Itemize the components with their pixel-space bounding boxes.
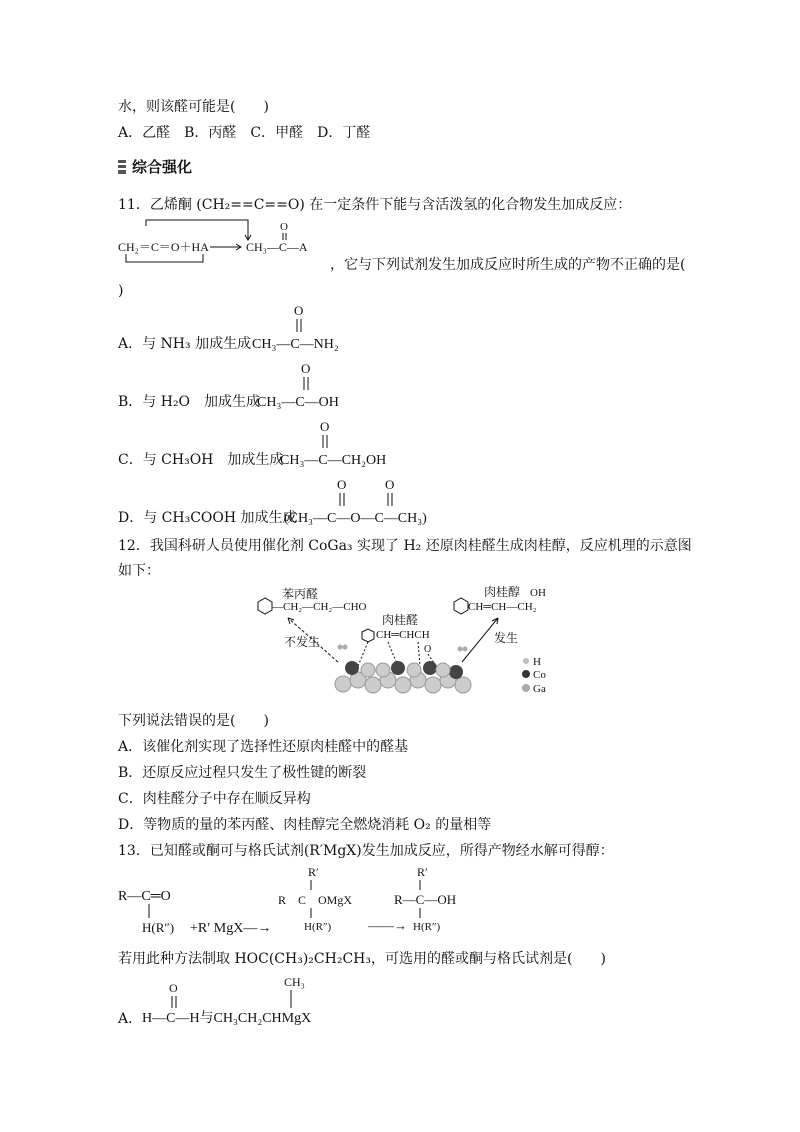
q12-question: 下列说法错误的是( ) <box>118 713 269 729</box>
section-bar-icon <box>118 160 126 174</box>
fig-left-struct: —CH₂—CH₂—CHO <box>272 601 367 613</box>
q13-m-top: R′ <box>308 865 319 879</box>
q11-reaction-scheme <box>118 218 338 268</box>
svg-text:CH₃: CH₃ <box>284 975 305 989</box>
svg-text:Ga: Ga <box>533 683 546 695</box>
svg-text:Co: Co <box>533 669 546 681</box>
q11-option-c-structure <box>278 416 408 472</box>
q11-option-c-label: C．与 CH₃OH 加成生成 <box>118 452 284 468</box>
q13-p-sub: H(R″) <box>413 921 441 933</box>
svg-text:O: O <box>301 361 311 376</box>
q10-options: A．乙醛 B．丙醛 C．甲醛 D．丁醛 <box>118 125 371 141</box>
benzene-icon <box>454 598 468 614</box>
q13-stem: 13．已知醛或酮可与格氏试剂(R′MgX)发生加成反应，所得产物经水解可得醇： <box>118 843 614 859</box>
svg-text:CH₃—C—CH₂OH: CH₃—C—CH₂OH <box>280 453 387 468</box>
q13-plus: +R′ MgX—→ <box>190 921 272 936</box>
fig-legend <box>522 656 546 695</box>
q13-r1-main: R—C═O <box>118 889 171 904</box>
fig-right-name: 肉桂醇 <box>484 585 521 599</box>
q11-option-d-label: D．与 CH₃COOH 加成生成 <box>118 510 297 526</box>
q13-question: 若用此种方法制取 HOC(CH₃)₂CH₂CH₃，可选用的醛或酮与格氏试剂是( ) <box>118 951 606 967</box>
section-heading <box>118 156 192 177</box>
fig-center-o: O <box>424 644 432 655</box>
svg-text:O: O <box>169 981 178 995</box>
q12-mechanism-figure <box>248 582 578 700</box>
fig-left-name: 苯丙醛 <box>282 587 319 601</box>
benzene-icon <box>362 629 374 642</box>
fig-center-struct: CH═CHCH <box>376 629 430 641</box>
fig-not-happen: 不发生 <box>284 635 321 649</box>
q13-p-mid: R—C—OH <box>394 892 457 907</box>
fig-center-name: 肉桂醛 <box>382 613 419 627</box>
section-title: 综合强化 <box>132 158 193 176</box>
q11-option-a-label: A．与 NH₃ 加成生成 <box>118 336 252 352</box>
bracket-top <box>146 220 248 240</box>
q11-product-o: O <box>280 221 288 233</box>
fig-right-oh: OH <box>530 587 546 599</box>
q13-option-a-structure <box>138 972 358 1032</box>
bracket-bottom <box>126 254 203 262</box>
q11-option-d-structure <box>282 474 452 530</box>
q11-option-b-structure <box>255 358 365 414</box>
svg-text:H—C—H与CH₃CH₂CHMgX: H—C—H与CH₃CH₂CHMgX <box>142 1011 312 1026</box>
svg-text:(CH₃—C—O—C—CH₃): (CH₃—C—O—C—CH₃) <box>284 511 427 526</box>
q11-product: CH₃—C—A <box>246 240 308 254</box>
svg-text:O: O <box>337 477 347 492</box>
q13-p-top: R′ <box>417 865 428 879</box>
q13-m-mid: R C OMgX <box>278 893 353 907</box>
q12-option-c: C．肉桂醛分子中存在顺反异构 <box>118 791 311 807</box>
fig-right-struct: CH═CH—CH₂ <box>468 601 537 613</box>
svg-text:CH₃—C—OH: CH₃—C—OH <box>257 395 339 410</box>
q11-stem-close: ) <box>118 283 124 299</box>
q13-r1-sub: H(R″) <box>142 920 175 935</box>
q10-stem-end: 水，则该醛可能是( ) <box>118 99 269 115</box>
q11-stem: 11．乙烯酮 (CH₂==C==O) 在一定条件下能与含活泼氢的化合物发生加成反应： <box>118 197 632 213</box>
q11-stem-cont: ，它与下列试剂发生加成反应时所生成的产物不正确的是( <box>330 257 686 273</box>
q13-m-sub: H(R″) <box>304 921 332 933</box>
q13-arrow: ——→ <box>368 918 407 933</box>
svg-text:O: O <box>320 419 330 434</box>
q13-option-a-label: A． <box>118 1011 143 1027</box>
svg-text:O: O <box>385 477 395 492</box>
q11-option-b-label: B．与 H₂O 加成生成 <box>118 394 261 410</box>
q12-option-d: D．等物质的量的苯丙醛、肉桂醇完全燃烧消耗 O₂ 的量相等 <box>118 817 492 833</box>
q11-option-a-structure <box>250 300 370 356</box>
q11-reactant: CH₂＝C＝O＋HA <box>118 240 209 254</box>
benzene-icon <box>258 598 272 614</box>
catalyst-surface <box>335 661 471 693</box>
fig-happen: 发生 <box>494 631 519 645</box>
svg-text:O: O <box>294 303 304 318</box>
q12-option-a: A．该催化剂实现了选择性还原肉桂醛中的醛基 <box>118 739 409 755</box>
q12-stem-line2: 如下： <box>118 563 160 579</box>
q12-option-b: B．还原反应过程只发生了极性键的断裂 <box>118 765 367 781</box>
svg-text:CH₃—C—NH₂: CH₃—C—NH₂ <box>252 337 339 352</box>
q12-stem-line1: 12．我国科研人员使用催化剂 CoGa₃ 实现了 H₂ 还原肉桂醛生成肉桂醇，反应机理的示意图 <box>118 538 692 554</box>
q13-scheme <box>118 862 498 942</box>
svg-text:H: H <box>533 656 541 668</box>
